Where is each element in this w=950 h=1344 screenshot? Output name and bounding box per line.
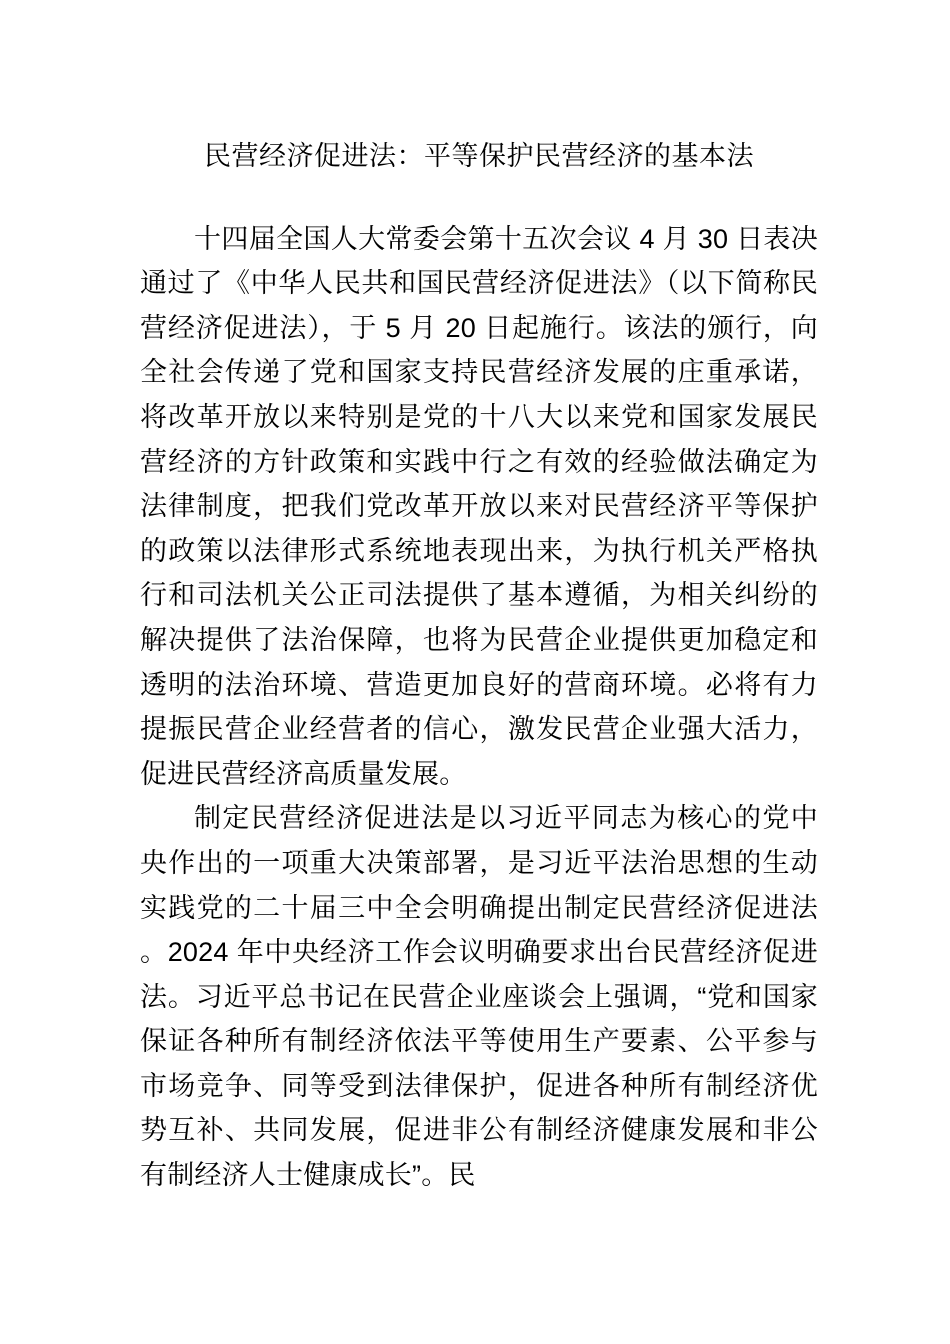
- document-title: 民营经济促进法：平等保护民营经济的基本法: [204, 141, 754, 171]
- document-content: [140, 134, 818, 1198]
- body-paragraph-2: 制定民营经济促进法是以习近平同志为核心的党中央作出的一项重大决策部署，是习近平法治思想的生动实践党的二十届三中全会明确提出制定民营经济促进法。2024 年中央经济工作会议明确要求出台民营经济促进法。习近平总书记在民营企业座谈会上强调，“党和国家保证各种所有制经济依法平等使用生产要素、公平参与市场竞争、同等受到法律保护，促进各种所有制经济优势互补、共同发展，促进非公有制经济健康发展和非公有制经济人士健康成长”。民: [140, 803, 818, 1191]
- body-paragraph-1: 十四届全国人大常委会第十五次会议 4 月 30 日表决通过了《中华人民共和国民营经济促进法》（以下简称民营经济促进法），于 5 月 20 日起施行。该法的颁行，向全社会传递了党和国家支持民营经济发展的庄重承诺，将改革开放以来特别是党的十八大以来党和国家发展民营经济的方针政策和实践中行之有效的经验做法确定为法律制度，把我们党改革开放以来对民营经济平等保护的政策以法律形式系统地表现出来，为执行机关严格执行和司法机关公正司法提供了基本遵循，为相关纠纷的解决提供了法治保障，也将为民营企业提供更加稳定和透明的法治环境、营造更加良好的营商环境。必将有力提振民营企业经营者的信心，激发民营企业强大活力，促进民营经济高质量发展。: [140, 223, 818, 789]
